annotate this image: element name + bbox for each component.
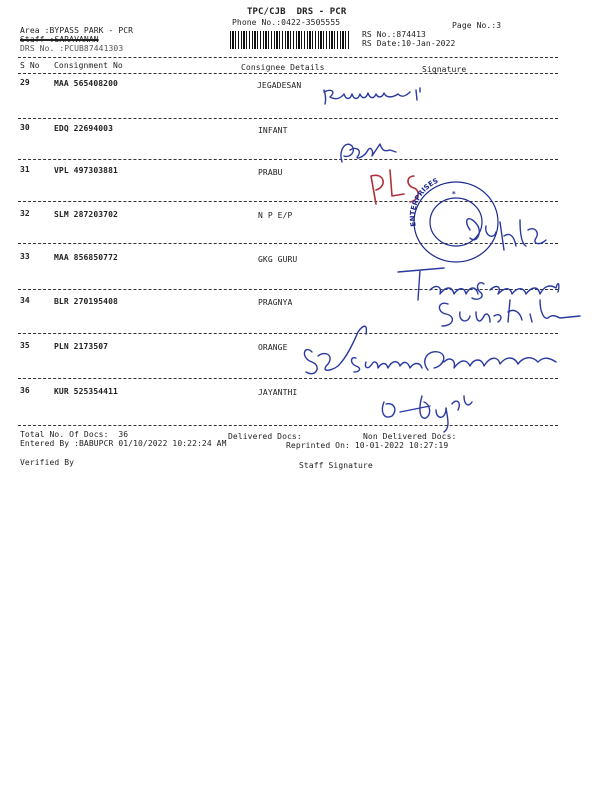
stamp-text: ENTERPRISES <box>408 176 440 228</box>
row-consignment: MAA 565408200 <box>54 79 118 88</box>
total-docs: Total No. Of Docs: 36 <box>20 430 129 439</box>
row-sno: 31 <box>20 165 30 174</box>
stamp-star-icon: * <box>452 190 456 198</box>
row-consignment: KUR 525354411 <box>54 387 118 396</box>
staff-signature: Staff Signature <box>299 461 373 470</box>
rs-number: RS No.:874413 <box>362 30 426 39</box>
row-consignment: SLM 287203702 <box>54 210 118 219</box>
row-consignee: ORANGE <box>258 343 288 352</box>
row-consignee: PRABU <box>258 168 283 177</box>
signature-row-32 <box>467 219 546 250</box>
signature-row-29 <box>324 88 420 104</box>
row-consignee: JEGADESAN <box>257 81 302 90</box>
delivered-docs: Delivered Docs: <box>228 432 302 441</box>
signature-row-31-blue <box>341 144 396 162</box>
row-consignment: VPL 497303881 <box>54 166 118 175</box>
signature-row-35-c <box>425 352 556 370</box>
drs-number: DRS No. :PCUB87441303 <box>20 44 124 53</box>
row-sno: 32 <box>20 209 30 218</box>
row-sno: 35 <box>20 341 30 350</box>
col-consignment: Consignment No <box>54 61 123 70</box>
row-sno: 29 <box>20 78 30 87</box>
row-consignee: INFANT <box>258 126 288 135</box>
row-consignment: EDQ 22694003 <box>54 124 113 133</box>
col-consignee: Consignee Details <box>241 63 325 72</box>
row-consignee: N P E/P <box>258 211 293 220</box>
signature-row-33 <box>398 268 559 300</box>
row-consignment: BLR 270195408 <box>54 297 118 306</box>
row-consignee: PRAGNYA <box>258 298 293 307</box>
document-title: TPC/CJB DRS - PCR <box>247 7 347 17</box>
phone-number: Phone No.:0422-3505555 <box>232 18 341 27</box>
row-sno: 30 <box>20 123 30 132</box>
enterprises-stamp <box>409 177 498 262</box>
page-number: Page No.:3 <box>452 21 502 30</box>
signature-row-34 <box>439 300 580 326</box>
staff-label: Staff :SARAVANAN <box>20 35 99 44</box>
verified-by: Verified By <box>20 458 75 467</box>
reprinted-on: Reprinted On: 10-01-2022 10:27:19 <box>286 441 449 450</box>
col-signature: Signature <box>422 65 467 74</box>
row-consignment: MAA 856850772 <box>54 253 118 262</box>
signature-row-35-b <box>352 358 423 372</box>
signature-row-36 <box>382 396 472 432</box>
signature-row-31-red <box>371 170 418 204</box>
row-sno: 33 <box>20 252 30 261</box>
row-consignee: JAYANTHI <box>258 388 298 397</box>
rs-date: RS Date:10-Jan-2022 <box>362 39 456 48</box>
row-sno: 36 <box>20 386 30 395</box>
row-consignee: GKG GURU <box>258 255 298 264</box>
row-consignment: PLN 2173507 <box>54 342 109 351</box>
entered-by: Entered By :BABUPCR 01/10/2022 10:22:24 AM <box>20 439 227 448</box>
row-sno: 34 <box>20 296 30 305</box>
col-sno: S No <box>20 61 40 70</box>
area-label: Area :BYPASS PARK - PCR <box>20 26 134 35</box>
non-delivered-docs: Non Delivered Docs: <box>363 432 457 441</box>
